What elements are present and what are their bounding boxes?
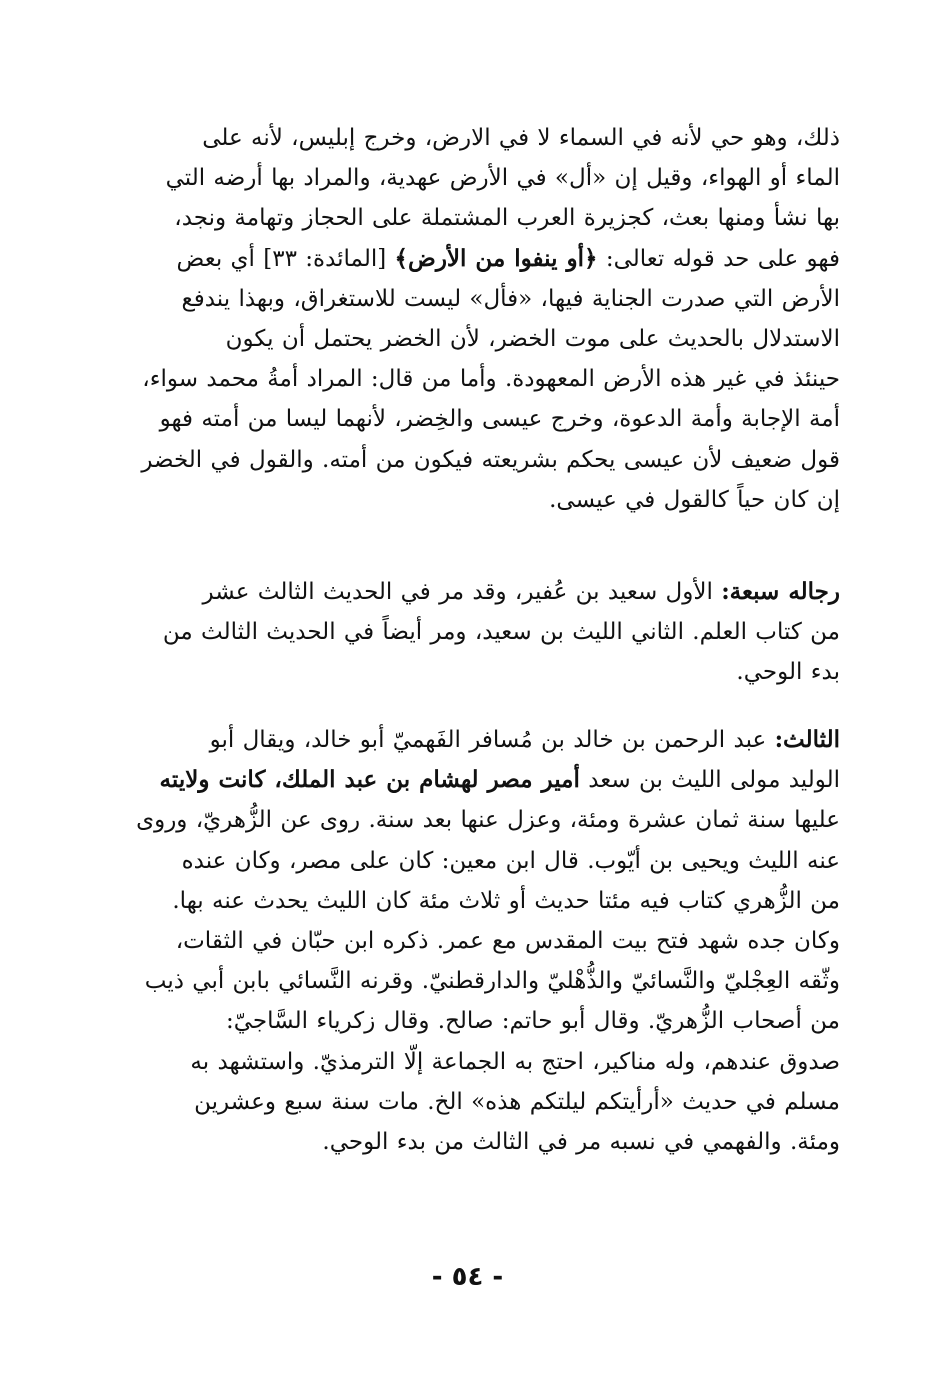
text-line-with-heading (92, 720, 840, 760)
text-fragment: عبد الرحمن بن خالد بن مُسافر الفَهميّ أبو خالد، ويقال أبو (209, 727, 767, 753)
text-line-with-heading (92, 572, 840, 612)
text-line: الأرض التي صدرت الجناية فيها، «فأل» ليست للاستغراق، وبهذا يندفع (181, 285, 840, 312)
text-line: ذلك، وهو حي لأنه في السماء لا في الارض، وخرج إبليس، لأنه على (202, 125, 840, 151)
text-line: من الزُّهري كتاب فيه مئتا حديث أو ثلاث مئة كان الليث يحدث عنه بها. (172, 887, 840, 914)
text-fragment: أي بعض (176, 245, 255, 272)
paragraph-third-narrator (92, 720, 840, 1162)
section-heading: رجاله سبعة: (721, 578, 840, 605)
quran-verse: ﴿أو ينفوا من الأرض﴾ (394, 244, 598, 272)
text-line: وكان جده شهد فتح بيت المقدس مع عمر. ذكره ابن حبّان في الثقات، (175, 928, 840, 955)
quran-reference: [المائدة: ٣٣] (263, 245, 387, 272)
text-line (92, 760, 840, 800)
text-fragment: الوليد مولى الليث بن سعد (588, 767, 840, 794)
text-line: بدء الوحي. (736, 659, 840, 686)
text-line: صدوق عندهم، وله مناكير، احتج به الجماعة إلّا الترمذيّ. واستشهد به (190, 1048, 840, 1075)
text-line: مسلم في حديث «أرأيتكم ليلتكم هذه» الخ. مات سنة سبع وعشرين (194, 1088, 840, 1115)
section-heading: الثالث: (774, 726, 840, 753)
text-line: ومئة. والفهمي في نسبه مر في الثالث من بدء الوحي. (322, 1129, 840, 1156)
text-line: قول ضعيف لأن عيسى يحكم بشريعته فيكون من أمته. والقول في الخضر (141, 446, 840, 473)
paragraph-narrators (92, 572, 840, 693)
text-line: إن كان حياً كالقول في عيسى. (549, 486, 840, 513)
text-line: من أصحاب الزُّهريّ. وقال أبو حاتم: صالح. وقال زكرياء السَّاجيّ: (225, 1008, 840, 1035)
text-line: بها نشأ ومنها بعث، كجزيرة العرب المشتملة على الحجاز وتهامة ونجد، (174, 205, 840, 232)
text-line: عنه الليث ويحيى بن أيّوب. قال ابن معين: كان على مصر، وكان عنده (181, 847, 840, 874)
text-line: عليها سنة ثمان عشرة ومئة، وعزل عنها بعد سنة. روى عن الزُّهريّ، وروى (136, 807, 840, 834)
text-line: الاستدلال بالحديث على موت الخضر، لأن الخضر يحتمل أن يكون (225, 326, 840, 353)
paragraph-commentary (92, 118, 840, 520)
text-line: من كتاب العلم. الثاني الليث بن سعيد، ومر أيضاً في الحديث الثالث من (162, 619, 840, 646)
text-fragment: الأول سعيد بن عُفير، وقد مر في الحديث الثالث عشر (202, 579, 713, 605)
bold-fragment: أمير مصر لهشام بن عبد الملك، كانت ولايته (159, 766, 580, 794)
text-line-with-quran-citation (92, 239, 840, 279)
text-line: أمة الإجابة وأمة الدعوة، وخرج عيسى والخِضر، لأنهما ليسا من أمته فهو (159, 406, 840, 433)
text-line: حينئذ في غير هذه الأرض المعهودة. وأما من قال: المراد أمةُ محمد سواء، (142, 366, 840, 393)
page-number: - ٥٤ - (431, 1262, 504, 1292)
text-fragment: فهو على حد قوله تعالى: (605, 245, 840, 272)
text-line: الماء أو الهواء، وقيل إن «أل» في الأرض عهدية، والمراد بها أرضه التي (165, 165, 840, 192)
text-line: وثّقه العِجْليّ والنَّسائيّ والذُّهْليّ والدارقطنيّ. وقرنه النَّسائي بابن أبي ذيب (144, 968, 840, 995)
